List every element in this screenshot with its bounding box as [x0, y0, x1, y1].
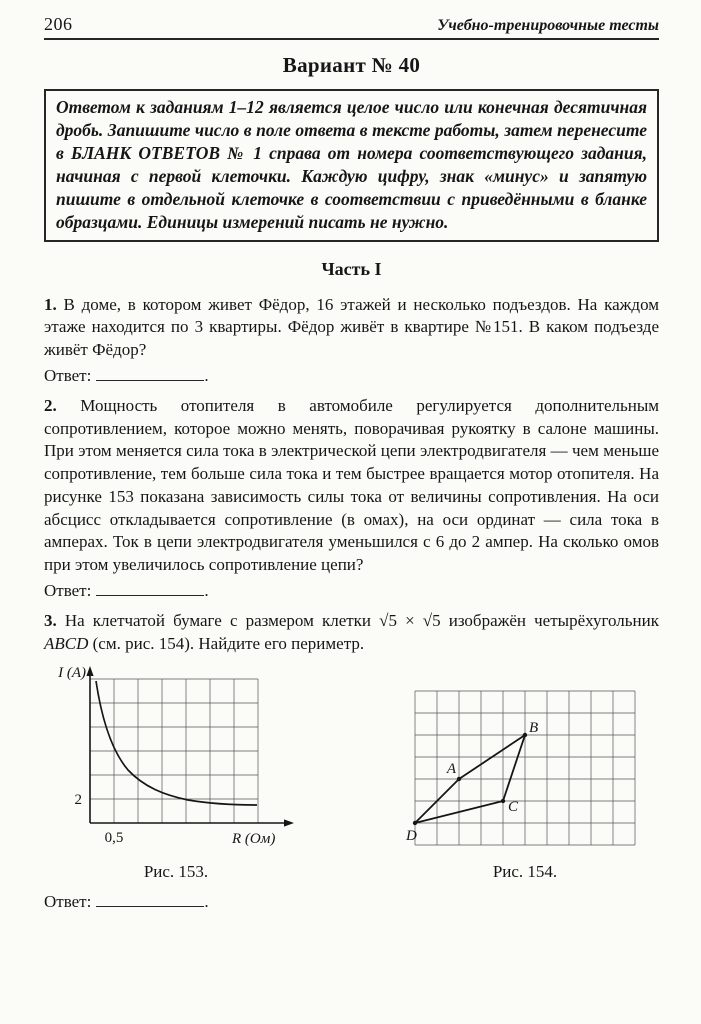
x-axis-arrow	[284, 820, 294, 827]
y-axis-label: I (A)	[58, 665, 86, 682]
problem-3	[44, 610, 659, 656]
x-tick-label: 0,5	[104, 830, 124, 847]
instruction-box: Ответом к заданиям 1–12 является целое число или конечная десятичная дробь. Запишите число в поле ответа в тексте работы, затем перенесите в БЛАНК ОТВЕТОВ № 1 справа от номера соответствующего задания, начиная с первой клеточки. Каждую цифру, знак «минус» и запятую пишите в отдельной клеточке в соответствии с приведёнными в бланке образцами. Единицы измерений писать не нужно.	[44, 89, 659, 242]
problem-1	[44, 294, 659, 362]
y-tick-label: 2	[74, 792, 82, 809]
hyperbola-curve	[96, 681, 257, 805]
answer-row-3	[44, 892, 659, 912]
problem-3-number: 3.	[44, 610, 57, 630]
problem-2	[44, 395, 659, 577]
vertex-d-dot	[413, 821, 417, 825]
answer-period: .	[204, 580, 209, 600]
figure-154	[405, 683, 645, 882]
vertex-c-dot	[501, 799, 505, 803]
figure-153	[50, 663, 302, 882]
vertex-c-label: C	[508, 799, 519, 816]
answer-blank-line	[96, 893, 204, 907]
problem-1-text: В доме, в котором живет Фёдор, 16 этажей и несколько подъездов. На каждом этаже находится по 3 квартиры. Фёдор живёт в квартире №151. В каком подъезде живёт Фёдор?	[44, 294, 660, 360]
problem-1-number: 1.	[44, 294, 57, 314]
page-number: 206	[44, 14, 73, 34]
current-resistance-graph	[50, 663, 302, 855]
answer-label: Ответ:	[44, 580, 92, 600]
answer-row-2	[44, 581, 659, 601]
sqrt-cell-size: √5 × √5	[379, 610, 441, 630]
vertex-a-dot	[457, 777, 461, 781]
part-heading: Часть I	[321, 258, 382, 279]
y-axis-arrow	[86, 666, 93, 676]
answer-label: Ответ:	[44, 892, 92, 912]
answer-row-1	[44, 366, 659, 386]
problem-3-text-mid: изображён четырёхугольник	[440, 610, 659, 630]
page-header	[44, 14, 659, 40]
x-axis-label: R (Ом)	[232, 831, 276, 848]
vertex-b-label: B	[529, 720, 539, 737]
problem-2-number: 2.	[44, 395, 57, 415]
answer-period: .	[204, 892, 209, 912]
problem-3-text-after: (см. рис. 154). Найдите его периметр.	[88, 633, 365, 653]
vertex-a-label: A	[446, 761, 456, 778]
answer-label: Ответ:	[44, 365, 92, 385]
answer-blank-line	[96, 367, 204, 381]
answer-period: .	[204, 365, 209, 385]
figure-154-caption: Рис. 154.	[492, 862, 558, 882]
figures-row	[44, 655, 659, 882]
problem-2-text: Мощность отопителя в автомобиле регулируется дополнительным сопротивлением, которое можно менять, поворачивая рукоятку в салоне машины. При этом меняется сила тока в электрической цепи электродвигателя — чем меньше сопротивление, тем больше сила тока и тем быстрее вращается мотор отопителя. На рисунке 153 показана зависимость силы тока от величины сопротивления. На оси абсцисс откладывается сопротивление (в омах), на оси ординат — сила тока в амперах. Ток в цепи электродвигателя уменьшился с 6 до 2 ампер. На сколько омов при этом увеличилось сопротивление цепи?	[44, 395, 660, 575]
figure-153-caption: Рис. 153.	[143, 862, 209, 882]
grid-quadrilateral	[405, 683, 645, 855]
running-title: Учебно-тренировочные тесты	[437, 17, 659, 34]
quadrilateral-name: ABCD	[44, 633, 89, 653]
vertex-b-dot	[523, 733, 527, 737]
vertex-d-label: D	[406, 828, 417, 845]
problem-3-text-before: На клетчатой бумаге с размером клетки	[64, 610, 380, 630]
variant-title: Вариант № 40	[282, 53, 421, 77]
answer-blank-line	[96, 582, 204, 596]
